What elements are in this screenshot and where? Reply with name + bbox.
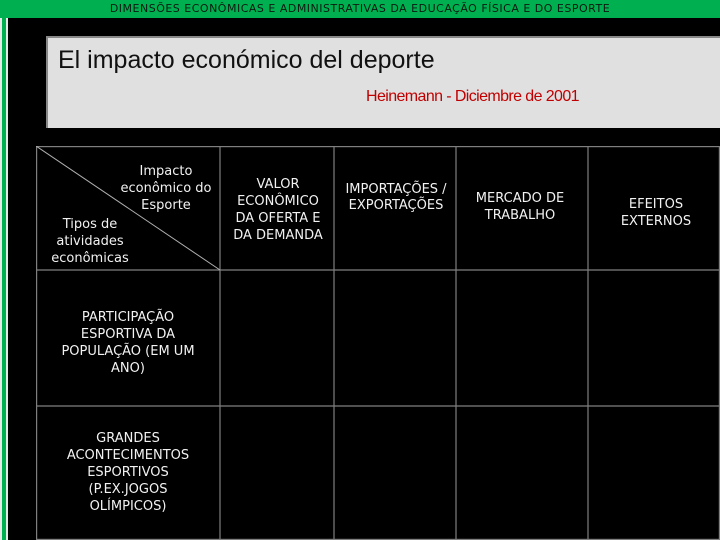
left-accent-stripe (2, 18, 6, 540)
row-header-major-sports-events: GRANDES ACONTECIMENTOS ESPORTIVOS (P.EX.JOGOS OLÍMPICOS) (66, 431, 190, 514)
column-header-economic-value: VALOR ECONÔMICO DA OFERTA E DA DEMANDA (233, 177, 323, 243)
column-header-imports-exports: IMPORTAÇÕES / EXPORTAÇÕES (345, 182, 447, 213)
row-header-sports-participation: PARTICIPAÇÃO ESPORTIVA DA POPULAÇÃO (EM UM ANO) (61, 310, 195, 376)
column-header-labor-market: MERCADO DE TRABALHO (475, 191, 565, 223)
title-box (46, 36, 720, 128)
column-header-external-effects: EFEITOS EXTERNOS (620, 197, 692, 229)
corner-label-impact: Impacto econômico do Esporte (120, 164, 212, 213)
header-banner: DIMENSÕES ECONÔMICAS E ADMINISTRATIVAS DA EDUCAÇÃO FÍSICA E DO ESPORTE (0, 0, 720, 18)
slide-subtitle: Heinemann - Diciembre de 2001 (366, 88, 579, 105)
corner-label-activity-types: Tipos de atividades econômicas (51, 217, 129, 266)
slide-title: El impacto económico del deporte (58, 46, 435, 74)
